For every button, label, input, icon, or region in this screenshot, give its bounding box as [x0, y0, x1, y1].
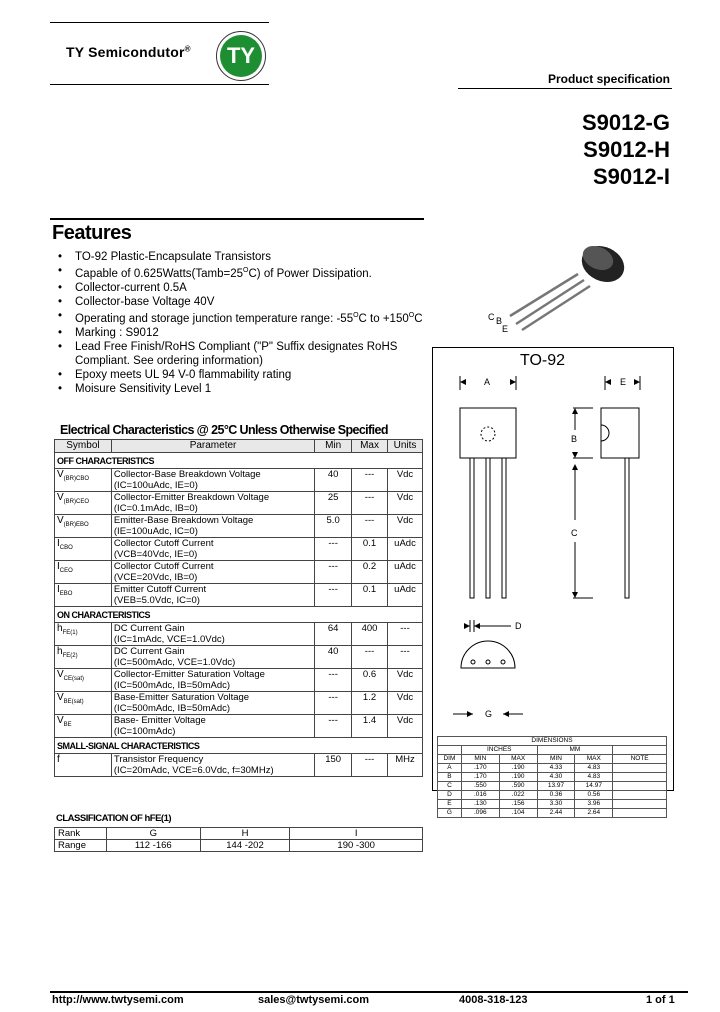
symbol-subscript: EBO [59, 591, 73, 597]
max-cell: 0.1 [352, 584, 388, 607]
part-number-g: S9012-G [581, 110, 670, 135]
max-cell: 0.2 [352, 561, 388, 584]
dims-cell: E [438, 800, 462, 809]
col-header: Parameter [111, 440, 314, 453]
feature-item: • Capable of $0.625Watts(Tamb=25^OC)$ of Power Dissipation. [58, 264, 438, 281]
parameter-name: Base-Emitter Saturation Voltage [113, 692, 250, 703]
section-row [55, 738, 423, 754]
dims-cell [613, 791, 667, 800]
table-row [438, 791, 667, 800]
col-header: Min [315, 440, 352, 453]
table-row [55, 828, 423, 840]
parameter-cell [111, 492, 314, 515]
dims-dim-header: DIM [438, 755, 462, 764]
min-cell: 5.0 [315, 515, 352, 538]
logo-text: TY [220, 35, 262, 77]
max-cell: 400 [352, 623, 388, 646]
dim-label-c: C [571, 528, 578, 538]
unit-cell: uAdc [388, 584, 423, 607]
min-cell: 64 [315, 623, 352, 646]
header-top-rule [50, 22, 269, 23]
parameter-cell [111, 754, 314, 777]
dims-cell: .156 [499, 800, 537, 809]
dims-cell: 4.83 [575, 773, 613, 782]
dims-cell: .190 [499, 773, 537, 782]
min-cell: --- [315, 692, 352, 715]
dims-min-header: MIN [461, 755, 499, 764]
parameter-cell [111, 561, 314, 584]
dims-cell [613, 809, 667, 818]
dims-cell: .190 [499, 764, 537, 773]
parameter-condition: (IC=500mAdc, IB=50mAdc) [113, 703, 231, 714]
parameter-name: Collector-Base Breakdown Voltage [113, 469, 261, 480]
parameter-cell [111, 669, 314, 692]
feature-item: • Marking : S9012 [58, 326, 438, 340]
min-cell: --- [315, 715, 352, 738]
min-cell: --- [315, 584, 352, 607]
unit-cell: Vdc [388, 692, 423, 715]
package-title: TO-92 [520, 352, 566, 369]
dims-cell: .104 [499, 809, 537, 818]
symbol-subscript: BE(sat) [63, 699, 84, 705]
symbol-cell [55, 538, 112, 561]
dims-cell: 14.97 [575, 782, 613, 791]
company-name: TY Semicondutor® [66, 44, 191, 60]
table-row [438, 782, 667, 791]
symbol-cell [55, 469, 112, 492]
parameter-name: Collector-Emitter Saturation Voltage [113, 669, 265, 680]
table-row [438, 809, 667, 818]
max-cell: 1.2 [352, 692, 388, 715]
table-row [438, 773, 667, 782]
symbol-cell [55, 492, 112, 515]
parameter-cell [111, 469, 314, 492]
footer-phone: 4008-318-123 [459, 994, 528, 1006]
table-row [55, 584, 423, 607]
symbol-cell [55, 515, 112, 538]
dims-cell: .096 [461, 809, 499, 818]
part-number-i: S9012-I [592, 164, 670, 189]
symbol-subscript: BE [63, 722, 72, 728]
symbol-subscript: FE(1) [62, 630, 78, 636]
dims-note-header: NOTE [613, 755, 667, 764]
dims-cell: D [438, 791, 462, 800]
dims-cell [613, 782, 667, 791]
parameter-condition: (IC=100uAdc, IE=0) [113, 480, 198, 491]
features-list [58, 250, 438, 396]
dims-cell: .016 [461, 791, 499, 800]
parameter-condition: (IC=500mAdc, VCE=1.0Vdc) [113, 657, 236, 668]
table-row [55, 692, 423, 715]
feature-item: • Operating and storage junction temperature range: $-55^OC$ to $+150^OC$ [58, 309, 438, 326]
unit-cell: --- [388, 646, 423, 669]
parameter-name: DC Current Gain [113, 646, 185, 657]
symbol-cell [55, 646, 112, 669]
min-cell: --- [315, 538, 352, 561]
dims-cell: .170 [461, 773, 499, 782]
parameter-condition: (IC=0.1mAdc, IB=0) [113, 503, 198, 514]
feature-item: • Collector-current 0.5A [58, 281, 438, 295]
classification-title: CLASSIFICATION OF hFE(1) [56, 813, 172, 824]
electrical-table [54, 439, 423, 777]
symbol-text: I [57, 538, 60, 549]
min-cell: 40 [315, 469, 352, 492]
parameter-cell [111, 692, 314, 715]
table-cell [438, 746, 462, 755]
doc-type-rule [458, 88, 672, 89]
parameter-condition: (VCB=40Vdc, IE=0) [113, 549, 198, 560]
unit-cell: --- [388, 623, 423, 646]
dims-cell: 0.36 [537, 791, 575, 800]
table-header-row [55, 440, 423, 453]
parameter-condition: (IC=500mAdc, IB=50mAdc) [113, 680, 231, 691]
features-title: Features [52, 222, 132, 244]
parameter-name: Transistor Frequency [113, 754, 204, 765]
parameter-cell [111, 623, 314, 646]
dims-inches-header: INCHES [461, 746, 537, 755]
dims-cell: 3.96 [575, 800, 613, 809]
section-heading: ON CHARACTERISTICS [55, 607, 423, 623]
dims-cell: C [438, 782, 462, 791]
package-outline-drawing [433, 370, 671, 735]
unit-cell: uAdc [388, 561, 423, 584]
table-row [438, 800, 667, 809]
footer-rule [50, 991, 688, 993]
symbol-text: V [57, 515, 64, 526]
dims-cell: 3.30 [537, 800, 575, 809]
dims-mm-header: MM [537, 746, 613, 755]
dims-cell: .022 [499, 791, 537, 800]
unit-cell: MHz [388, 754, 423, 777]
parameter-cell [111, 538, 314, 561]
symbol-text: V [57, 715, 64, 726]
section-heading: SMALL-SIGNAL CHARACTERISTICS [55, 738, 423, 754]
table-row [438, 746, 667, 755]
unit-cell: Vdc [388, 469, 423, 492]
symbol-cell [55, 754, 112, 777]
col-header: Max [352, 440, 388, 453]
symbol-cell [55, 561, 112, 584]
feature-item: • Moisure Sensitivity Level 1 [58, 382, 438, 396]
parameter-cell [111, 515, 314, 538]
table-row [55, 669, 423, 692]
pin-label-c: C [488, 312, 495, 322]
dim-label-e: E [620, 377, 627, 387]
table-row [55, 715, 423, 738]
rank-label: Rank [55, 828, 107, 840]
parameter-name: DC Current Gain [113, 623, 185, 634]
classification-table [54, 827, 423, 852]
rank-cell: H [200, 828, 290, 840]
symbol-text: f [57, 754, 60, 765]
symbol-text: I [57, 561, 60, 572]
rank-cell: I [290, 828, 423, 840]
min-cell: 40 [315, 646, 352, 669]
dimensions-table [437, 736, 667, 818]
col-header: Units [388, 440, 423, 453]
parameter-name: Emitter-Base Breakdown Voltage [113, 515, 254, 526]
symbol-text: V [57, 692, 64, 703]
symbol-subscript: (BR)CEO [63, 499, 90, 505]
footer-url[interactable]: http://www.twtysemi.com [52, 994, 184, 1006]
dims-cell: B [438, 773, 462, 782]
parameter-condition: (VCE=20Vdc, IB=0) [113, 572, 198, 583]
table-row [55, 538, 423, 561]
dims-cell: 4.83 [575, 764, 613, 773]
min-cell: --- [315, 669, 352, 692]
table-row [55, 469, 423, 492]
symbol-text: h [57, 623, 63, 634]
dims-cell: 2.64 [575, 809, 613, 818]
part-number-h: S9012-H [583, 137, 670, 162]
parameter-condition: (IE=100uAdc, IC=0) [113, 526, 198, 537]
parameter-name: Collector Cutoff Current [113, 538, 214, 549]
max-cell: 0.6 [352, 669, 388, 692]
dims-cell [613, 773, 667, 782]
symbol-text: h [57, 646, 63, 657]
parameter-cell [111, 715, 314, 738]
symbol-subscript: CEO [59, 568, 73, 574]
company-logo [216, 31, 266, 81]
dims-cell: .170 [461, 764, 499, 773]
dims-min-header: MIN [537, 755, 575, 764]
parameter-name: Base- Emitter Voltage [113, 715, 206, 726]
dims-cell: 4.30 [537, 773, 575, 782]
dims-cell [613, 764, 667, 773]
unit-cell: Vdc [388, 669, 423, 692]
table-row [55, 561, 423, 584]
dims-cell: .550 [461, 782, 499, 791]
unit-cell: Vdc [388, 715, 423, 738]
table-row [55, 492, 423, 515]
unit-cell: Vdc [388, 515, 423, 538]
symbol-cell [55, 623, 112, 646]
transistor-illustration [488, 244, 638, 334]
table-row [438, 764, 667, 773]
range-cell: 112 -166 [106, 840, 200, 852]
section-row [55, 453, 423, 469]
symbol-cell [55, 669, 112, 692]
min-cell: 150 [315, 754, 352, 777]
feature-item: • Lead Free Finish/RoHS Compliant ("P" Suffix designates RoHS Compliant. See ordering information) [58, 340, 438, 368]
dims-cell: .590 [499, 782, 537, 791]
parameter-cell [111, 584, 314, 607]
parameter-cell [111, 646, 314, 669]
section-row [55, 607, 423, 623]
parameter-condition: (IC=20mAdc, VCE=6.0Vdc, f=30MHz) [113, 765, 274, 776]
max-cell: --- [352, 646, 388, 669]
max-cell: --- [352, 515, 388, 538]
range-cell: 190 -300 [290, 840, 423, 852]
dims-cell: A [438, 764, 462, 773]
symbol-subscript: FE(2) [62, 653, 78, 659]
max-cell: 0.1 [352, 538, 388, 561]
symbol-text: V [57, 492, 64, 503]
section-heading: OFF CHARACTERISTICS [55, 453, 423, 469]
min-cell: --- [315, 561, 352, 584]
symbol-cell [55, 715, 112, 738]
symbol-subscript: CE(sat) [63, 676, 85, 682]
footer-page: 1 of 1 [646, 994, 675, 1006]
dims-cell: 2.44 [537, 809, 575, 818]
features-rule [50, 218, 424, 220]
dim-label-g: G [485, 709, 493, 719]
range-label: Range [55, 840, 107, 852]
parameter-name: Collector-Emitter Breakdown Voltage [113, 492, 270, 503]
table-row [55, 623, 423, 646]
dims-cell: 13.97 [537, 782, 575, 791]
symbol-text: I [57, 584, 60, 595]
table-row [438, 737, 667, 746]
dim-label-d: D [515, 621, 522, 631]
dims-cell: G [438, 809, 462, 818]
symbol-text: V [57, 469, 64, 480]
dims-cell [613, 800, 667, 809]
col-header: Symbol [55, 440, 112, 453]
parameter-condition: (VEB=5.0Vdc, IC=0) [113, 595, 200, 606]
min-cell: 25 [315, 492, 352, 515]
table-row [55, 646, 423, 669]
parameter-condition: (IC=1mAdc, VCE=1.0Vdc) [113, 634, 225, 645]
dims-cell: .130 [461, 800, 499, 809]
pin-label-e: E [502, 324, 509, 334]
parameter-condition: (IC=100mAdc) [113, 726, 176, 737]
dims-cell: 4.33 [537, 764, 575, 773]
unit-cell: Vdc [388, 492, 423, 515]
max-cell: --- [352, 492, 388, 515]
feature-item: • Collector-base Voltage 40V [58, 295, 438, 309]
parameter-name: Emitter Cutoff Current [113, 584, 207, 595]
symbol-cell [55, 692, 112, 715]
pin-label-b: B [496, 316, 503, 326]
doc-type: Product specification [547, 72, 670, 86]
symbol-subscript: CBO [59, 545, 73, 551]
dim-label-a: A [484, 377, 491, 387]
symbol-cell [55, 584, 112, 607]
electrical-title: Electrical Characteristics @ 25°C Unless Otherwise Specified [60, 423, 388, 437]
unit-cell: uAdc [388, 538, 423, 561]
dims-max-header: MAX [575, 755, 613, 764]
max-cell: --- [352, 469, 388, 492]
table-row [55, 754, 423, 777]
range-cell: 144 -202 [200, 840, 290, 852]
max-cell: --- [352, 754, 388, 777]
symbol-subscript: (BR)EBO [63, 522, 89, 528]
feature-item: • TO-92 Plastic-Encapsulate Transistors [58, 250, 438, 264]
dims-max-header: MAX [499, 755, 537, 764]
dims-title: DIMENSIONS [438, 737, 667, 746]
table-row [438, 755, 667, 764]
table-cell [613, 746, 667, 755]
dim-label-b: B [571, 434, 578, 444]
feature-item: • Epoxy meets UL 94 V-0 flammability rating [58, 368, 438, 382]
max-cell: 1.4 [352, 715, 388, 738]
header-bottom-rule [50, 84, 269, 85]
dims-cell: 0.56 [575, 791, 613, 800]
symbol-subscript: (BR)CBO [63, 476, 90, 482]
table-row [55, 515, 423, 538]
parameter-name: Collector Cutoff Current [113, 561, 214, 572]
symbol-text: V [57, 669, 64, 680]
table-row [55, 840, 423, 852]
rank-cell: G [106, 828, 200, 840]
footer-email[interactable]: sales@twtysemi.com [258, 994, 369, 1006]
